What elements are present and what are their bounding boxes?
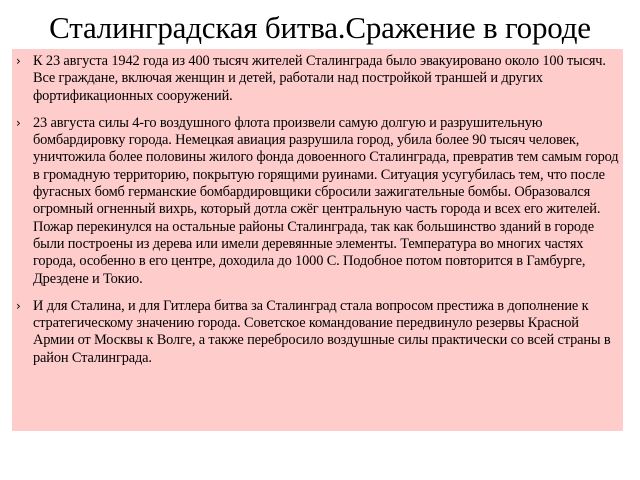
bullet-list xyxy=(12,53,623,367)
bullet-item xyxy=(12,53,623,105)
bullet-text: 23 августа силы 4-го воздушного флота произвели самую долгую и разрушительную бомбардировку города. Немецкая авиация разрушила город, убила более 90 тысяч человек, уничтожила более половины жилого фонда довоенного Сталинграда, превратив тем самым город в громадную территорию, покрытую горящими руинами. Ситуация усугубилась тем, что после фугасных бомб германские бомбардировщики сбросили зажигательные бомбы. Образовался огромный огненный вихрь, который дотла сжёг центральную часть города и всех его жителей. Пожар перекинулся на остальные районы Сталинграда, так как большинство зданий в городе были построены из дерева или имели деревянные элементы. Температура во многих частях города, особенно в его центре, доходила до 1000 С. Подобное потом повторится в Гамбурге, Дрездене и Токио. xyxy=(33,114,619,287)
bullet-text: К 23 августа 1942 года из 400 тысяч жителей Сталинграда было эвакуировано около 100 тысяч. Все граждане, включая женщин и детей, работали над постройкой траншей и других фортификационных сооружений. xyxy=(33,53,606,104)
slide-title: Сталинградская битва.Сражение в городе xyxy=(49,10,591,45)
content-box xyxy=(12,49,623,431)
bullet-item xyxy=(12,298,623,367)
bullet-marker-icon: › xyxy=(16,54,21,68)
bullet-text: И для Сталина, и для Гитлера битва за Сталинград стала вопросом престижа в дополнение к стратегическому значению города. Советское командование передвинуло резервы Красной Армии от Москвы к Волге, а также перебросило воздушные силы практически со всей страны в район Сталинграда. xyxy=(33,297,611,366)
bullet-marker-icon: › xyxy=(16,298,21,313)
bullet-item xyxy=(12,115,623,288)
bullet-marker-icon: › xyxy=(16,115,21,130)
